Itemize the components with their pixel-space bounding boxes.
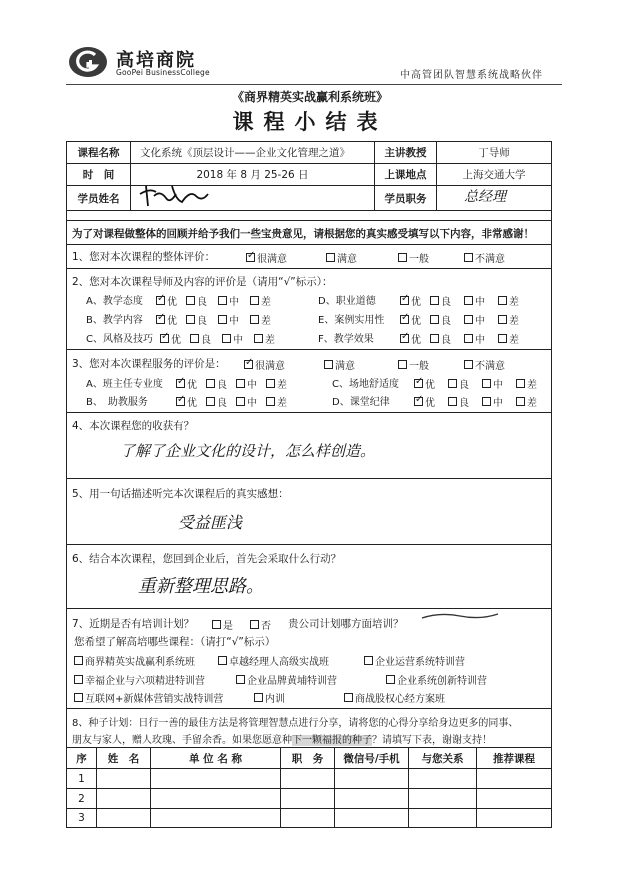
q3-b-grade-good[interactable]: 良 xyxy=(206,394,227,409)
checkbox-icon xyxy=(186,296,195,305)
q3-a-grade-good[interactable]: 良 xyxy=(206,376,227,391)
checkbox-checked-icon xyxy=(176,379,185,388)
q2-c-grade-poor[interactable]: 差 xyxy=(254,331,275,346)
checkbox-icon xyxy=(212,620,221,629)
checkbox-icon xyxy=(430,334,439,343)
q1-question: 1、您对本次课程的整体评价： xyxy=(72,251,216,263)
brand-name-cn: 高培商院 xyxy=(116,50,196,71)
q8-seed-plan-line1: 8、种子计划：日行一善的最佳方法是将管理智慧点进行分享，请将您的心得分享给身边更多的同事、 xyxy=(72,718,519,729)
q3-question: 3、您对本次课程服务的评价是： xyxy=(72,358,226,370)
course-option-1[interactable]: 商界精英实战赢利系统班 xyxy=(74,653,195,668)
course-option-3[interactable]: 企业运营系统特训营 xyxy=(364,653,465,668)
q2-a-grade-good[interactable]: 良 xyxy=(186,293,207,308)
checkbox-icon xyxy=(236,675,245,684)
q3-row-c-label: C、场地舒适度 xyxy=(332,379,399,390)
q2-f-grade-fair[interactable]: 中 xyxy=(464,331,485,346)
q3-b-grade-poor[interactable]: 差 xyxy=(266,394,287,409)
q2-a-grade-excellent[interactable]: ✓ 优 xyxy=(156,293,177,308)
checkbox-icon xyxy=(250,315,259,324)
course-option-6[interactable]: 企业系统创新特训营 xyxy=(386,672,487,687)
checkbox-icon xyxy=(266,379,275,388)
checkbox-icon xyxy=(498,315,507,324)
checkbox-icon xyxy=(206,397,215,406)
q3-option-very-satisfied[interactable]: ✓ 很满意 xyxy=(244,357,285,372)
course-option-4[interactable]: 幸福企业与六项精进特训营 xyxy=(74,672,205,687)
q1-option-satisfied[interactable]: 满意 xyxy=(326,250,357,265)
checkbox-icon xyxy=(74,675,83,684)
q3-a-grade-poor[interactable]: 差 xyxy=(266,376,287,391)
table-row: 2 xyxy=(78,792,85,805)
checkbox-icon xyxy=(398,360,407,369)
q2-question: 2、您对本次课程导师及内容的评价是（请用“√”标示）： xyxy=(72,276,333,288)
checkbox-checked-icon xyxy=(156,315,165,324)
q1-option-average[interactable]: 一般 xyxy=(398,250,429,265)
q2-f-grade-poor[interactable]: 差 xyxy=(498,331,519,346)
checkbox-icon xyxy=(218,315,227,324)
q7-courses-question: 您希望了解高培哪些课程：（请打“√”标示） xyxy=(74,636,276,648)
student-name-label: 学员姓名 xyxy=(77,192,120,205)
q3-c-grade-excellent[interactable]: ✓ 优 xyxy=(414,376,435,391)
checkbox-icon xyxy=(250,296,259,305)
q3-d-grade-poor[interactable]: 差 xyxy=(516,394,537,409)
checkbox-icon xyxy=(398,253,407,262)
checkbox-icon xyxy=(218,296,227,305)
checkbox-icon xyxy=(448,397,457,406)
checkbox-icon xyxy=(190,334,199,343)
q3-a-grade-fair[interactable]: 中 xyxy=(236,376,257,391)
q3-row-a-label: A、班主任专业度 xyxy=(86,379,163,390)
q3-d-grade-excellent[interactable]: ✓ 优 xyxy=(414,394,435,409)
checkbox-icon xyxy=(430,296,439,305)
q1-option-dissatisfied[interactable]: 不满意 xyxy=(464,250,505,265)
seed-col-relation: 与您关系 xyxy=(421,752,464,765)
q3-d-grade-good[interactable]: 良 xyxy=(448,394,469,409)
q2-d-grade-poor[interactable]: 差 xyxy=(498,293,519,308)
q6-answer: 重新整理思路。 xyxy=(138,576,264,597)
seed-col-contact: 微信号/手机 xyxy=(343,752,400,765)
checkbox-icon xyxy=(464,360,473,369)
q4-answer: 了解了企业文化的设计，怎么样创造。 xyxy=(120,442,376,460)
q2-row-a-label: A、教学态度 xyxy=(86,296,143,307)
checkbox-icon xyxy=(498,296,507,305)
q2-e-grade-fair[interactable]: 中 xyxy=(464,312,485,327)
course-option-7[interactable]: 互联网+新媒体营销实战特训营 xyxy=(74,690,223,705)
checkbox-icon xyxy=(448,379,457,388)
checkbox-icon xyxy=(482,397,491,406)
seed-col-name: 姓 名 xyxy=(107,752,140,765)
checkbox-checked-icon xyxy=(400,315,409,324)
q3-option-satisfied[interactable]: 满意 xyxy=(324,357,355,372)
checkbox-icon xyxy=(430,315,439,324)
q2-c-grade-good[interactable]: 良 xyxy=(190,331,211,346)
survey-intro: 为了对课程做整体的回顾并给予我们一些宝贵意见，请根据您的真实感受填写以下内容，非常感谢！ xyxy=(72,228,534,240)
checkbox-icon xyxy=(74,693,83,702)
q3-d-grade-fair[interactable]: 中 xyxy=(482,394,503,409)
goopei-logo-icon xyxy=(68,46,108,78)
student-signature xyxy=(136,180,216,210)
checkbox-icon xyxy=(516,379,525,388)
checkbox-icon xyxy=(482,379,491,388)
q2-row-c-label: C、风格及技巧 xyxy=(86,334,153,345)
location-label: 上课地点 xyxy=(384,169,427,181)
q2-b-grade-poor[interactable]: 差 xyxy=(250,312,271,327)
q8-seed-plan-line2: 朋友与家人，赠人玫瑰、手留余香。如果您愿意种下一颗福报的种子？请填写下表，谢谢支持！ xyxy=(72,735,492,746)
checkbox-icon xyxy=(464,253,473,262)
seed-col-index: 序 xyxy=(76,752,87,765)
q2-row-d-label: D、职业道德 xyxy=(318,296,376,307)
q2-d-grade-excellent[interactable]: ✓ 优 xyxy=(400,293,421,308)
checkbox-icon xyxy=(364,656,373,665)
q2-b-grade-fair[interactable]: 中 xyxy=(218,312,239,327)
checkbox-icon xyxy=(324,360,333,369)
seed-col-course: 推荐课程 xyxy=(493,752,535,765)
checkbox-icon xyxy=(464,296,473,305)
q6-question: 6、结合本次课程，您回到企业后，首先会采取什么行动？ xyxy=(72,553,342,565)
q3-b-grade-fair[interactable]: 中 xyxy=(236,394,257,409)
course-name-label: 课程名称 xyxy=(77,147,120,159)
checkbox-icon xyxy=(222,334,231,343)
table-row: 3 xyxy=(78,812,85,824)
q2-b-grade-good[interactable]: 良 xyxy=(186,312,207,327)
teacher-value: 丁导师 xyxy=(478,147,510,159)
q2-d-grade-fair[interactable]: 中 xyxy=(464,293,485,308)
checkbox-icon xyxy=(344,693,353,702)
checkbox-checked-icon xyxy=(414,397,423,406)
q2-c-grade-fair[interactable]: 中 xyxy=(222,331,243,346)
header-divider xyxy=(66,84,562,85)
page-title: 课程小结表 xyxy=(232,110,388,134)
checkbox-icon xyxy=(254,334,263,343)
checkbox-checked-icon xyxy=(160,334,169,343)
q1-option-very-satisfied[interactable]: ✓ 很满意 xyxy=(246,250,287,265)
checkbox-icon xyxy=(326,253,335,262)
checkbox-icon xyxy=(498,334,507,343)
q3-c-grade-good[interactable]: 良 xyxy=(448,376,469,391)
q3-option-dissatisfied[interactable]: 不满意 xyxy=(464,357,505,372)
q7-training-question: 贵公司计划哪方面培训？ xyxy=(288,618,404,630)
q7-handwritten-mark xyxy=(420,608,500,624)
q2-c-grade-excellent[interactable]: ✓ 优 xyxy=(160,331,181,346)
teacher-label: 主讲教授 xyxy=(384,147,427,159)
q2-row-f-label: F、教学效果 xyxy=(318,334,374,345)
course-option-8[interactable]: 内训 xyxy=(254,690,285,705)
seed-col-company: 单 位 名 称 xyxy=(189,752,242,765)
checkbox-checked-icon xyxy=(244,360,253,369)
checkbox-icon xyxy=(266,397,275,406)
q2-row-b-label: B、教学内容 xyxy=(86,315,143,326)
student-position-value: 总经理 xyxy=(464,189,506,205)
checkbox-icon xyxy=(236,397,245,406)
course-series-title: 《商界精英实战赢利系统班》 xyxy=(231,90,388,104)
checkbox-icon xyxy=(74,656,83,665)
checkbox-icon xyxy=(516,397,525,406)
q2-a-grade-fair[interactable]: 中 xyxy=(218,293,239,308)
checkbox-icon xyxy=(206,379,215,388)
course-option-5[interactable]: 企业品牌黄埔特训营 xyxy=(236,672,337,687)
checkbox-checked-icon xyxy=(414,379,423,388)
table-row: 1 xyxy=(78,772,85,785)
checkbox-icon xyxy=(218,656,227,665)
q3-c-grade-poor[interactable]: 差 xyxy=(516,376,537,391)
checkbox-icon xyxy=(236,379,245,388)
checkbox-icon xyxy=(386,675,395,684)
q7-option-yes[interactable]: 是 xyxy=(212,617,233,632)
q3-option-average[interactable]: 一般 xyxy=(398,357,429,372)
q2-a-grade-poor[interactable]: 差 xyxy=(250,293,271,308)
location-value: 上海交通大学 xyxy=(462,169,526,181)
student-position-label: 学员职务 xyxy=(384,192,427,205)
checkbox-icon xyxy=(250,620,259,629)
q2-e-grade-poor[interactable]: 差 xyxy=(498,312,519,327)
course-option-2[interactable]: 卓越经理人高级实战班 xyxy=(218,653,329,668)
q2-f-grade-good[interactable]: 良 xyxy=(430,331,451,346)
time-value: 2018 年 8 月 25-26 日 xyxy=(196,169,309,181)
checkbox-checked-icon xyxy=(176,397,185,406)
time-label: 时 间 xyxy=(82,169,115,181)
q7-option-no[interactable]: 否 xyxy=(250,617,271,632)
q7-question: 7、近期是否有培训计划？ xyxy=(72,618,195,630)
checkbox-icon xyxy=(254,693,263,702)
slogan: 中高管团队智慧系统战略伙伴 xyxy=(400,70,543,81)
q2-d-grade-good[interactable]: 良 xyxy=(430,293,451,308)
checkbox-checked-icon xyxy=(246,253,255,262)
q3-row-b-label: B、 助教服务 xyxy=(86,397,148,408)
q2-b-grade-excellent[interactable]: ✓ 优 xyxy=(156,312,177,327)
checkbox-checked-icon xyxy=(400,334,409,343)
brand-name-en: GooPei BusinessCollege xyxy=(116,68,210,77)
checkbox-icon xyxy=(464,334,473,343)
checkbox-checked-icon xyxy=(400,296,409,305)
checkbox-checked-icon xyxy=(156,296,165,305)
q5-answer: 受益匪浅 xyxy=(178,513,243,532)
seed-col-position: 职 务 xyxy=(291,752,324,765)
q5-question: 5、用一句话描述听完本次课程后的真实感想： xyxy=(72,488,289,500)
q2-row-e-label: E、案例实用性 xyxy=(318,315,385,326)
q3-c-grade-fair[interactable]: 中 xyxy=(482,376,503,391)
q2-f-grade-excellent[interactable]: ✓ 优 xyxy=(400,331,421,346)
course-name-value: 文化系统《顶层设计——企业文化管理之道》 xyxy=(140,147,350,159)
q4-question: 4、本次课程您的收获有？ xyxy=(72,420,195,432)
q3-b-grade-excellent[interactable]: ✓ 优 xyxy=(176,394,197,409)
checkbox-icon xyxy=(464,315,473,324)
q2-e-grade-good[interactable]: 良 xyxy=(430,312,451,327)
course-option-9[interactable]: 商战股权心经方案班 xyxy=(344,690,445,705)
q3-a-grade-excellent[interactable]: ✓ 优 xyxy=(176,376,197,391)
q3-row-d-label: D、课堂纪律 xyxy=(332,397,390,408)
q2-e-grade-excellent[interactable]: ✓ 优 xyxy=(400,312,421,327)
checkbox-icon xyxy=(186,315,195,324)
